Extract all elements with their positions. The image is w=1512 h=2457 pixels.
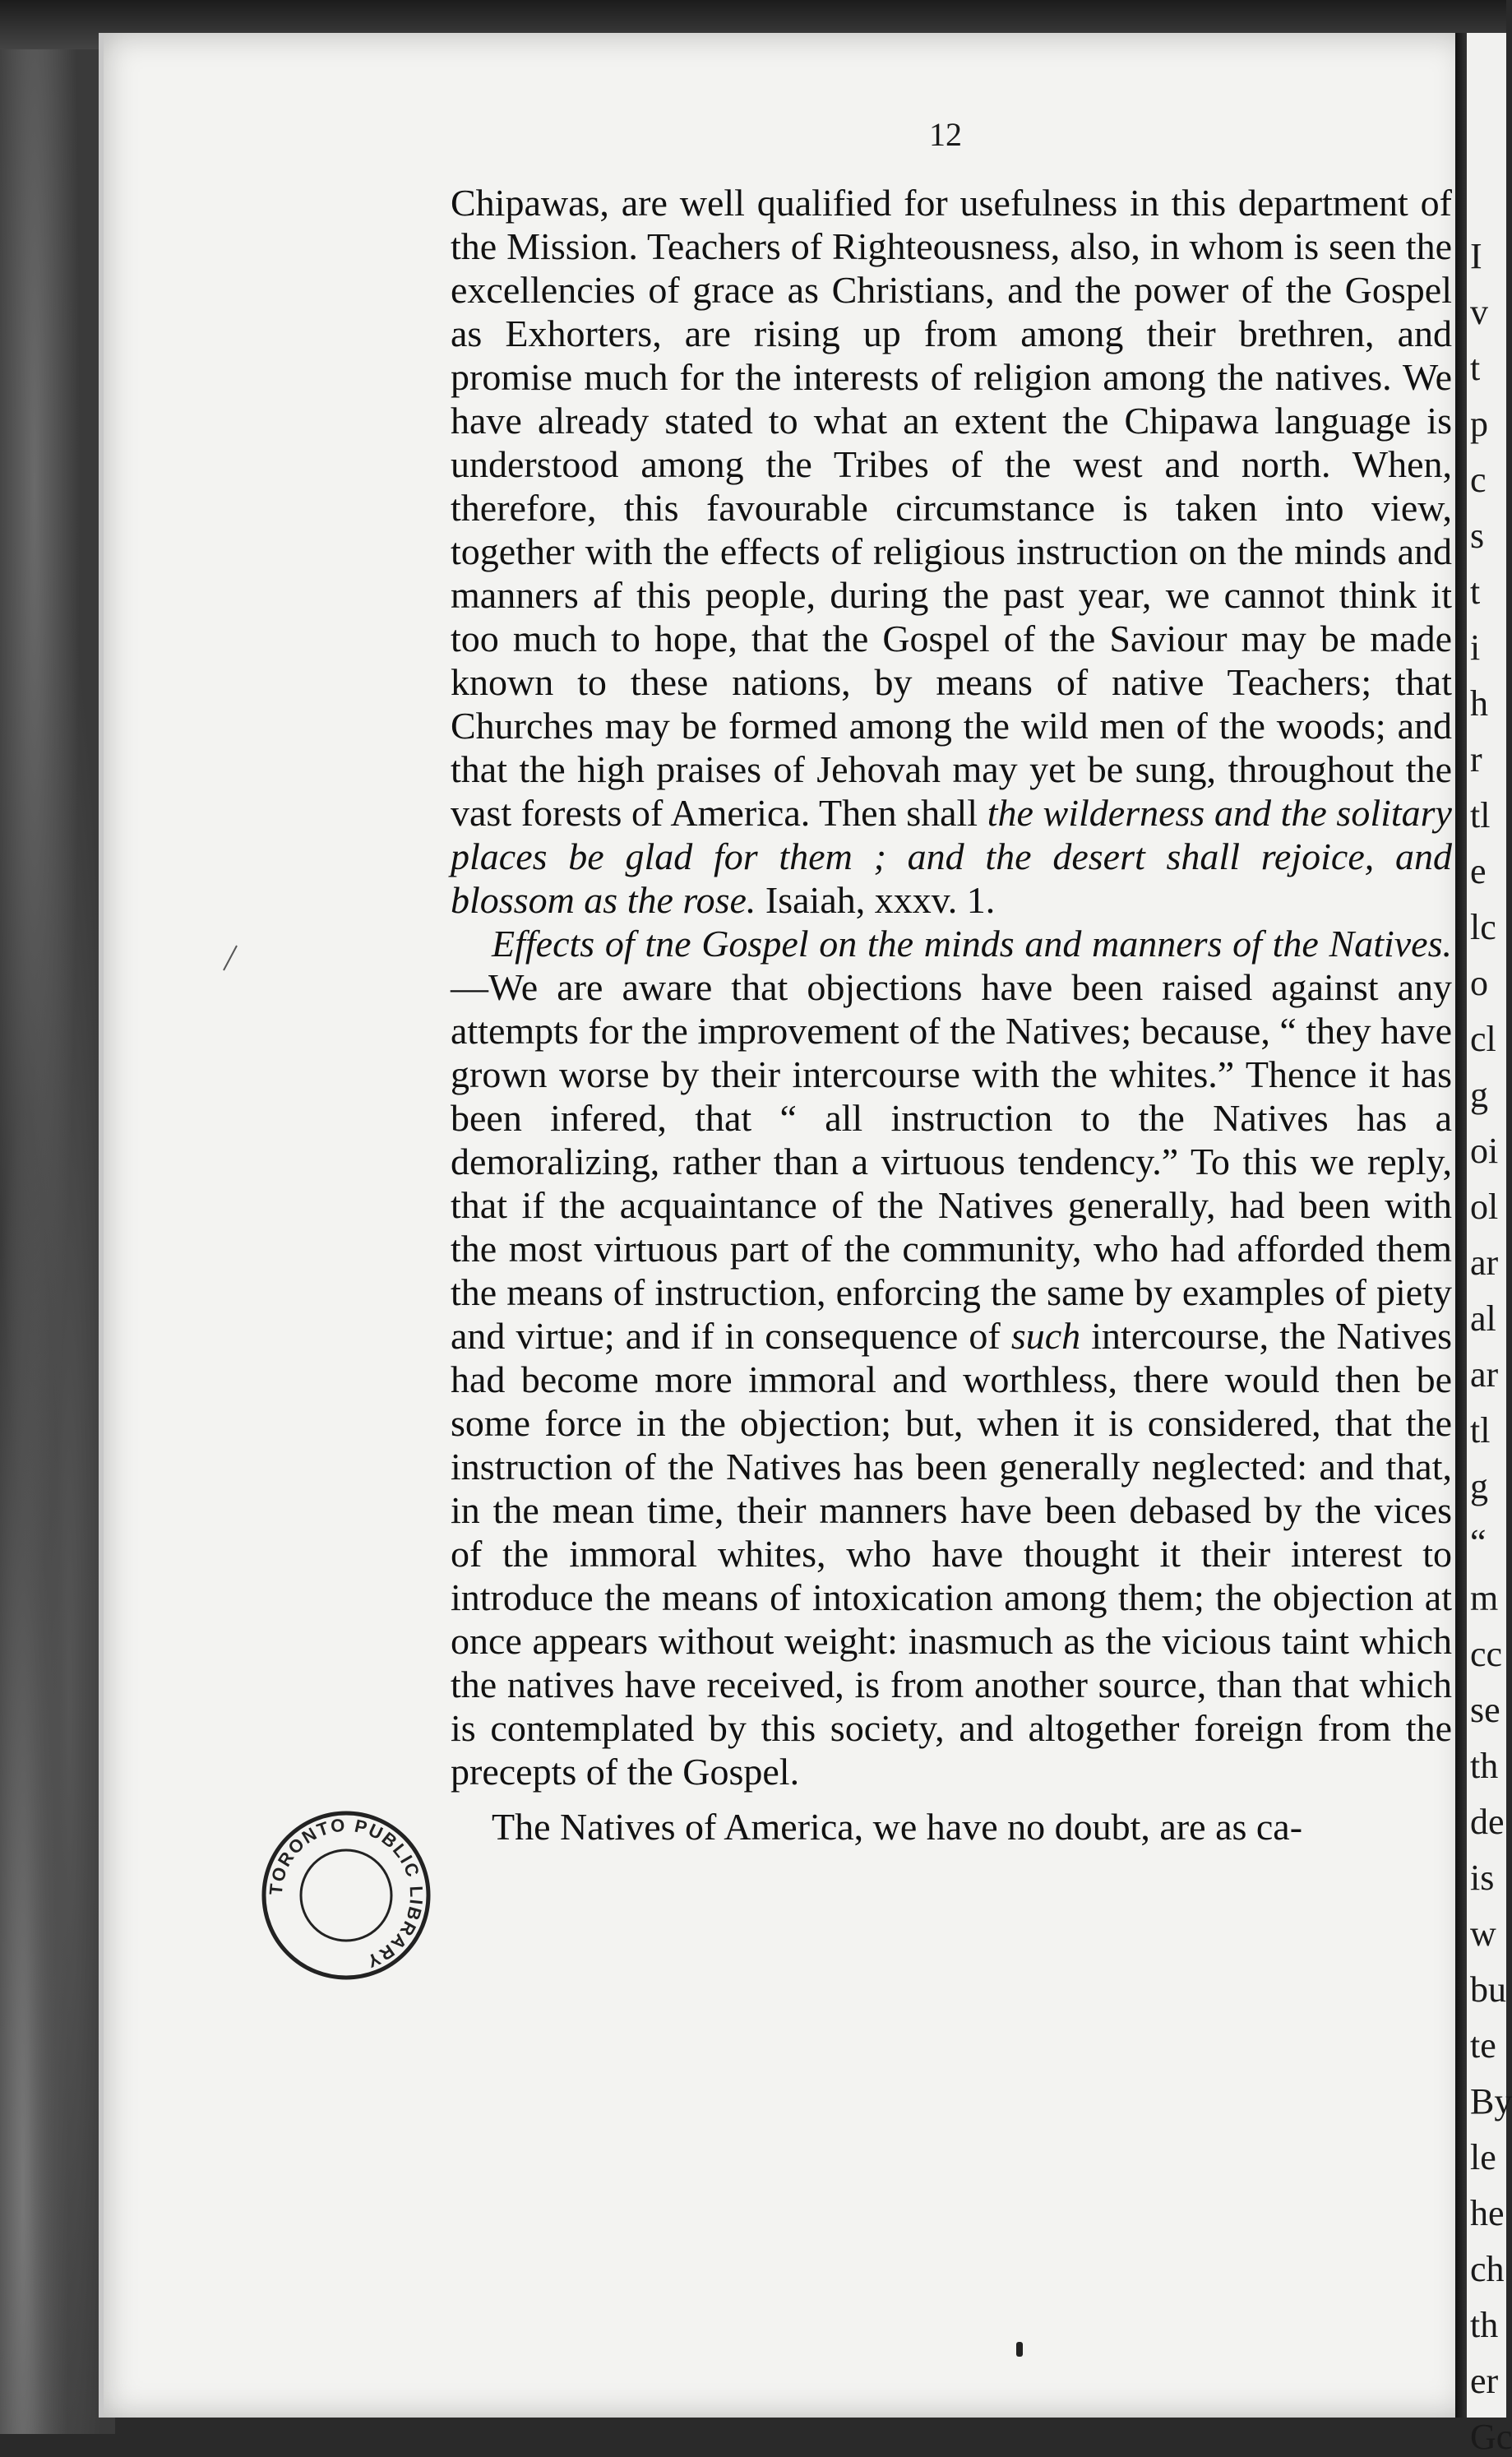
adjacent-page-letter: p — [1470, 404, 1488, 444]
adjacent-page-letter: c — [1470, 460, 1487, 500]
paragraph-p2 — [451, 922, 1452, 1793]
adjacent-page-letter: By — [1470, 2081, 1512, 2122]
adjacent-page-letter: ol — [1470, 1187, 1499, 1227]
adjacent-page-letter: t — [1470, 571, 1481, 612]
adjacent-page-letter: e — [1470, 851, 1487, 891]
adjacent-page-letter: er — [1470, 2361, 1499, 2401]
text-segment: the wilderness and the solitary places be glad for them ; and the desert shall rejoice, and blossom as the rose. — [451, 792, 1452, 921]
adjacent-page-letter: bu — [1470, 1969, 1506, 2010]
page-text — [451, 181, 1452, 1849]
book-gutter — [1455, 33, 1467, 2418]
pencil-mark-icon — [220, 944, 240, 972]
adjacent-page-letter: ch — [1470, 2249, 1505, 2289]
paragraph-p3 — [451, 1805, 1452, 1849]
adjacent-page-letter: v — [1470, 292, 1488, 332]
background-left — [0, 0, 115, 2434]
page-number: 12 — [929, 116, 962, 153]
adjacent-page-letter: cl — [1470, 1019, 1496, 1059]
adjacent-page-letter: is — [1470, 1858, 1495, 1898]
adjacent-page-letter: I — [1470, 236, 1482, 276]
adjacent-page-letter: h — [1470, 683, 1488, 724]
adjacent-page-letter: tl — [1470, 795, 1491, 835]
adjacent-page-letter: o — [1470, 963, 1488, 1003]
adjacent-page-letter: cc — [1470, 1634, 1503, 1674]
stamp-text: TORONTO PUBLIC LIBRARY — [265, 1814, 428, 1973]
adjacent-page-letter: th — [1470, 2305, 1499, 2345]
adjacent-page-letter: t — [1470, 348, 1481, 388]
adjacent-page-letter: “ — [1470, 1522, 1487, 1562]
adjacent-page-letter: al — [1470, 1298, 1496, 1339]
text-segment: —We are aware that objections have been raised against any attempts for the improvement of the Natives; because, “ they have grown worse by their intercourse with the whites.” Thence it has been infered, that “ all instruction to the Natives has a demoralizing, rather than a virtuous tendency.” To this we reply, that if the acquaintance of the Natives generally, had been with the most virtuous part of the community, who had afforded them the means of instruction, enforcing the same by examples of piety and virtue; and if in consequence of — [451, 966, 1452, 1357]
adjacent-page-letter: lc — [1470, 907, 1496, 947]
adjacent-page-letter: oi — [1470, 1131, 1499, 1171]
adjacent-page-letter: m — [1470, 1578, 1499, 1618]
dot-mark — [1016, 2342, 1023, 2357]
text-segment: Isaiah, xxxv. 1. — [756, 879, 996, 921]
text-segment: The Natives of America, we have no doubt, are as ca- — [492, 1806, 1303, 1848]
adjacent-page-letter: se — [1470, 1690, 1500, 1730]
text-segment: such — [1010, 1315, 1081, 1357]
adjacent-page-letter: le — [1470, 2137, 1496, 2177]
text-segment: Chipawas, are well qualified for usefulness in this department of the Mission. Teachers of Righteousness, also, in whom is seen the excellencies of grace as Christians, and the power of the Gospel as Exhorters, are rising up from among their brethren, and promise much for the interests of religion among the natives. We have already stated to what an extent the Chipawa language is understood among the Tribes of the west and north. When, therefore, this favourable circumstance is taken into view, together with the effects of religious instruction on the minds and manners af this people, during the past year, we cannot think it too much to hope, that the Gospel of the Saviour may be made known to these nations, by means of native Teachers; that Churches may be formed among the wild men of the woods; and that the high praises of Jehovah may yet be sung, throughout the vast forests of America. Then shall — [451, 182, 1452, 834]
adjacent-page-letter: th — [1470, 1746, 1499, 1786]
adjacent-page-letter: s — [1470, 516, 1485, 556]
adjacent-page-letter: te — [1470, 2025, 1496, 2066]
adjacent-page-fragment — [1467, 33, 1512, 2457]
text-segment: intercourse, the Natives had become more immoral and worthless, there would then be some force in the objection; but, when it is considered, that the instruction of the Natives has been generally neglected: and that, in the mean time, their manners have been debased by the vices of the immoral whites, who have thought it their interest to introduce the means of intoxication among them; the objection at once appears without weight: inasmuch as the vicious taint which the natives have received, is from another source, than that which is contemplated by this society, and altogether foreign from the precepts of the Gospel. — [451, 1315, 1453, 1793]
adjacent-page-letter: w — [1470, 1913, 1496, 1954]
adjacent-page-letter: g — [1470, 1466, 1488, 1506]
adjacent-page-letter: he — [1470, 2193, 1505, 2233]
adjacent-page-letter: ar — [1470, 1354, 1499, 1395]
library-stamp — [260, 1809, 432, 1982]
adjacent-page-letter: tl — [1470, 1410, 1491, 1451]
adjacent-page-letter: ar — [1470, 1242, 1499, 1283]
paragraph-p1 — [451, 181, 1452, 922]
adjacent-page-letter: i — [1470, 627, 1481, 668]
adjacent-page-letter: Gc — [1470, 2417, 1512, 2457]
adjacent-page-letter: g — [1470, 1075, 1488, 1115]
adjacent-page-letter: de — [1470, 1802, 1505, 1842]
adjacent-page-letter: r — [1470, 739, 1482, 780]
text-segment: Effects of tne Gospel on the minds and manners of the Natives. — [492, 923, 1452, 965]
